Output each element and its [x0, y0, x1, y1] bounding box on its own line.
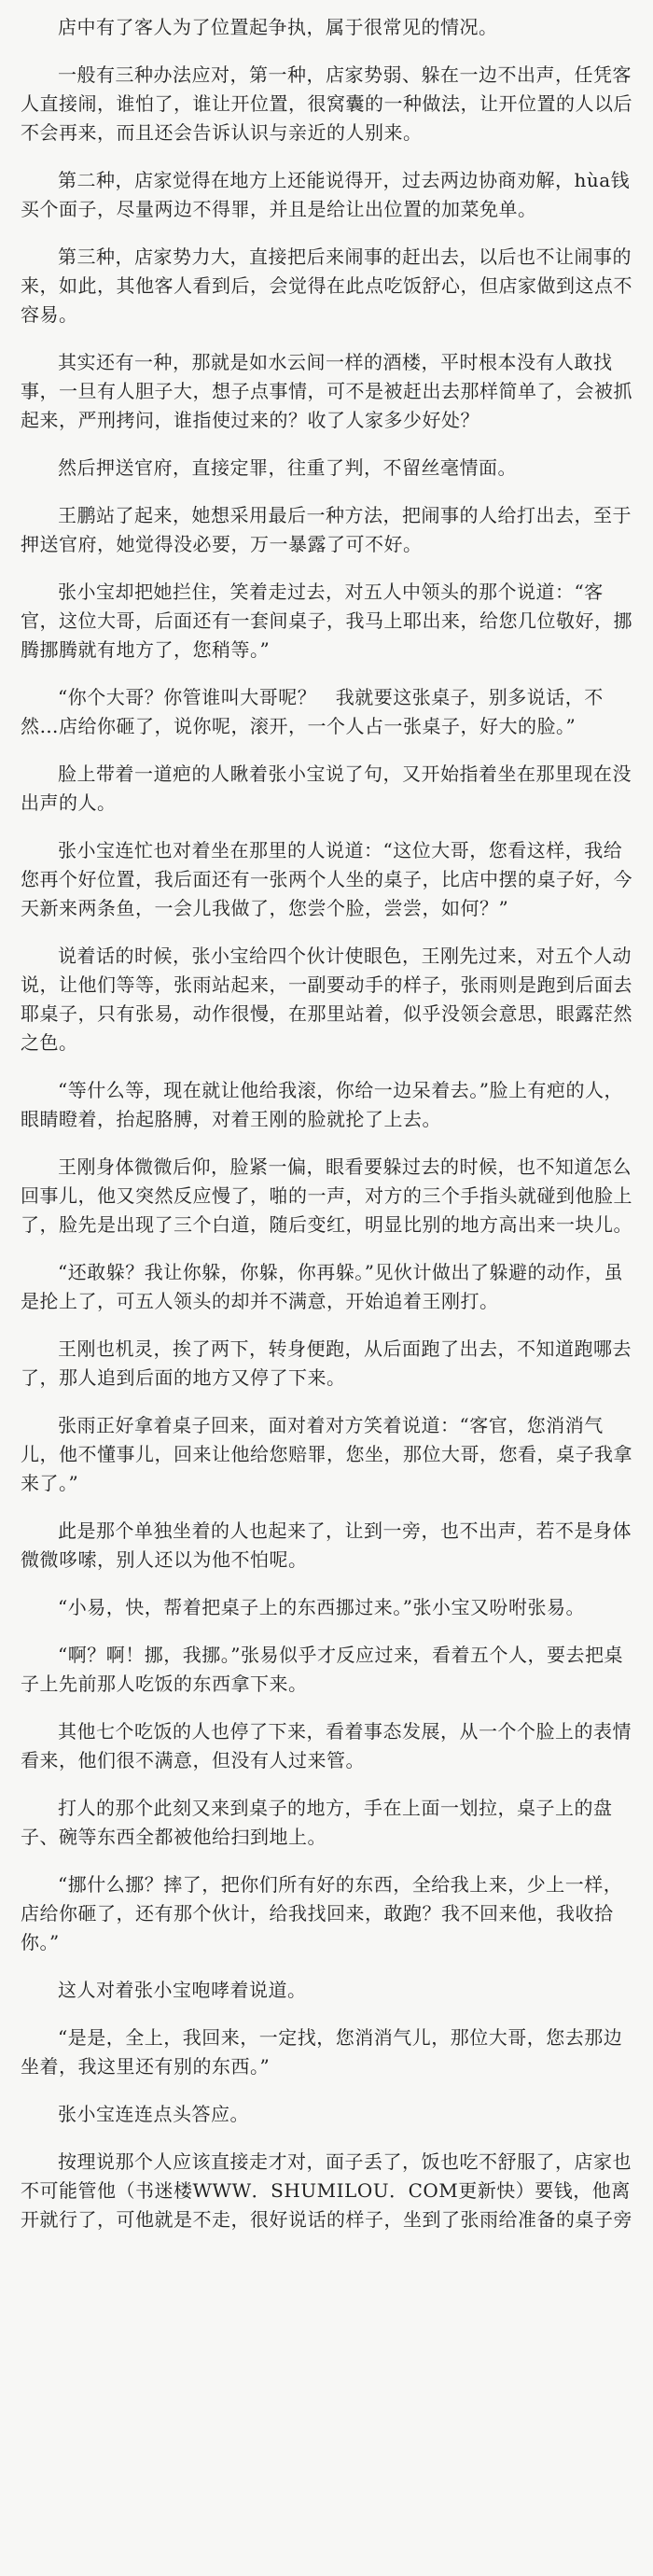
- paragraph: 然后押送官府，直接定罪，往重了判，不留丝毫情面。: [58, 456, 517, 479]
- paragraph: “挪什么挪？摔了，把你们所有好的东西，全给我上来，少上一样，店给你砸了，还有那个伙计，给我找回来，敢跑？我不回来他，我收拾你。”: [21, 1873, 623, 1953]
- paragraph: 第二种，店家觉得在地方上还能说得开，过去两边协商劝解，hùa钱买个面子，尽量两边不得罪，并且是给让出位置的加菜免单。: [21, 169, 631, 220]
- paragraph: 一般有三种办法应对，第一种，店家势弱、躲在一边不出声，任凭客人直接闹，谁怕了，谁让开位置，很窝囊的一种做法，让开位置的人以后不会再来，而且还会告诉认识与亲近的人别来。: [21, 63, 632, 144]
- paragraph: 其实还有一种，那就是如水云间一样的酒楼，平时根本没有人敢找事，一旦有人胆子大，想子点事情，可不是被赶出去那样简单了，会被抓起来，严刑拷问，谁指使过来的？收了人家多少好处？: [21, 351, 632, 431]
- paragraph: 王鹏站了起来，她想采用最后一种方法，把闹事的人给打出去，至于押送官府，她觉得没必要，万一暴露了可不好。: [21, 504, 632, 555]
- paragraph: 按理说那个人应该直接走才对，面子丢了，饭也吃不舒服了，店家也不可能管他（书迷楼WWW．SHUMILOU．COM更新快）要钱，他离开就行了，可他就是不走，很好说话的样子，坐到了张雨给准备的桌子旁: [21, 2150, 632, 2231]
- paragraph: 其他七个吃饭的人也停了下来，看着事态发展，从一个个脸上的表情看来，他们很不满意，但没有人过来管。: [21, 1720, 632, 1771]
- paragraph: “啊？啊！挪，我挪。”张易似乎才反应过来，看着五个人，要去把桌子上先前那人吃饭的东西拿下来。: [21, 1644, 623, 1695]
- paragraph: 店中有了客人为了位置起争执，属于很常见的情况。: [58, 16, 498, 38]
- paragraph: 脸上带着一道疤的人瞅着张小宝说了句，又开始指着坐在那里现在没出声的人。: [21, 763, 632, 814]
- paragraph: 张小宝连连点头答应。: [58, 2103, 249, 2125]
- paragraph: 王刚身体微微后仰，脸紧一偏，眼看要躲过去的时候，也不知道怎么回事儿，他又突然反应慢了，啪的一声，对方的三个手指头就碰到他脸上了，脸先是出现了三个白道，随后变红，明显比别的地方高出来一块儿。: [21, 1155, 632, 1236]
- paragraph: 此是那个单独坐着的人也起来了，让到一旁，也不出声，若不是身体微微哆嗦，别人还以为他不怕呢。: [21, 1519, 632, 1571]
- paragraph: 张小宝却把她拦住，笑着走过去，对五人中领头的那个说道：“客官，这位大哥，后面还有一套间桌子，我马上耶出来，给您几位敬好，挪腾挪腾就有地方了，您稍等。”: [21, 581, 632, 661]
- paragraph: 这人对着张小宝咆哮着说道。: [58, 1979, 307, 2001]
- paragraph: “还敢躲？我让你躲，你躲，你再躲。”见伙计做出了躲避的动作，虽是抡上了，可五人领头的却并不满意，开始追着王刚打。: [21, 1261, 623, 1312]
- paragraph: 王刚也机灵，挨了两下，转身便跑，从后面跑了出去，不知道跑哪去了，那人追到后面的地方又停了下来。: [21, 1337, 632, 1389]
- paragraph: “等什么等，现在就让他给我滚，你给一边呆着去。”脸上有疤的人，眼睛瞪着，抬起胳膊，对着王刚的脸就抡了上去。: [21, 1079, 623, 1130]
- paragraph: “你个大哥？你管谁叫大哥呢？ 我就要这张桌子，别多说话，不然…店给你砸了，说你呢，滚开，一个人占一张桌子，好大的脸。”: [21, 686, 604, 737]
- paragraph: 打人的那个此刻又来到桌子的地方，手在上面一划拉，桌子上的盘子、碗等东西全都被他给扫到地上。: [21, 1797, 613, 1848]
- paragraph: 说着话的时候，张小宝给四个伙计使眼色，王刚先过来，对五个人动说，让他们等等，张雨站起来，一副要动手的样子，张雨则是跑到后面去耶桌子，只有张易，动作很慢，在那里站着，似乎没领会意思，眼露茫然之色。: [21, 945, 632, 1054]
- paragraph: 第三种，店家势力大，直接把后来闹事的赶出去，以后也不让闹事的来，如此，其他客人看到后，会觉得在此点吃饭舒心，但店家做到这点不容易。: [21, 245, 632, 326]
- paragraph: “是是，全上，我回来，一定找，您消消气儿，那位大哥，您去那边坐着，我这里还有别的东西。”: [21, 2026, 623, 2078]
- paragraph: 张小宝连忙也对着坐在那里的人说道：“这位大哥，您看这样，我给您再个好位置，我后面还有一张两个人坐的桌子，比店中摆的桌子好，今天新来两条鱼，一会儿我做了，您尝个脸，尝尝，如何？”: [21, 839, 632, 919]
- paragraph: 张雨正好拿着桌子回来，面对着对方笑着说道：“客官，您消消气儿，他不懂事儿，回来让他给您赔罪，您坐，那位大哥，您看，桌子我拿来了。”: [21, 1414, 632, 1494]
- paragraph: “小易，快，帮着把桌子上的东西挪过来。”张小宝又吩咐张易。: [58, 1596, 585, 1618]
